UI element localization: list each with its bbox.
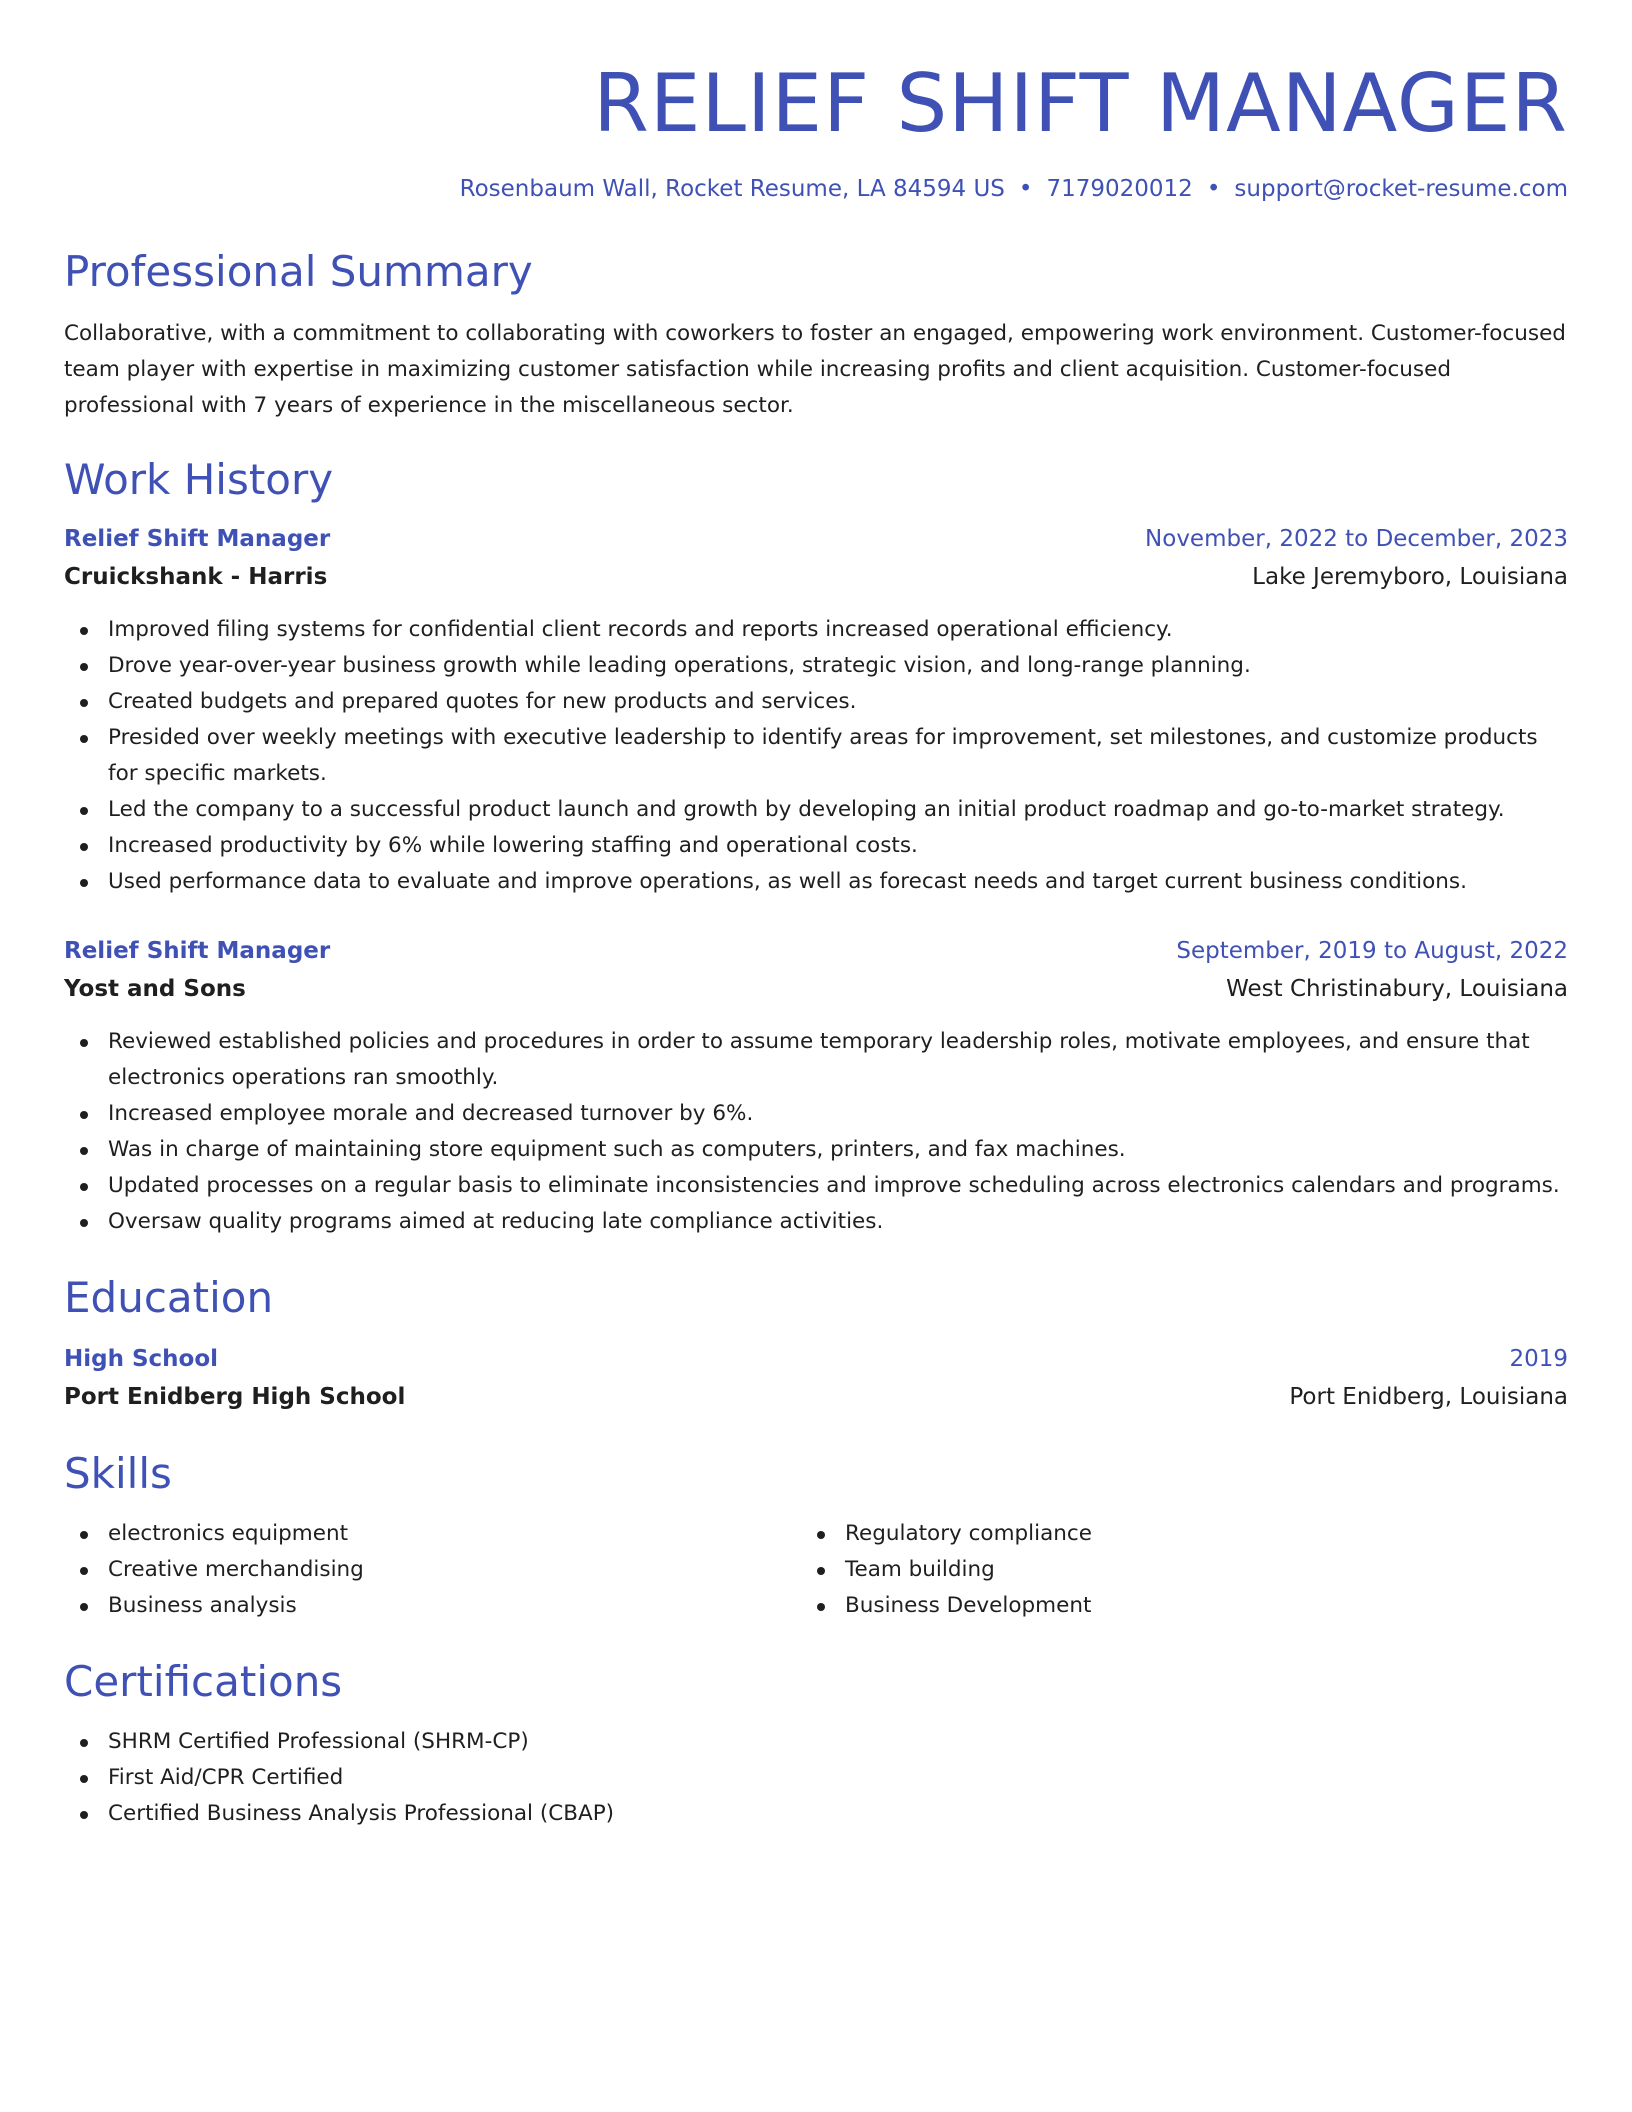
job-dates: September, 2019 to August, 2022 (1176, 938, 1568, 964)
list-item: Team building (801, 1552, 1538, 1588)
education-degree-row (64, 1340, 1568, 1378)
candidate-name: RELIEF SHIFT MANAGER (593, 57, 1568, 150)
contact-separator: • (1018, 176, 1033, 202)
job-location: Lake Jeremyboro, Louisiana (1252, 564, 1568, 590)
work-history-section (64, 454, 1568, 1240)
list-item: Oversaw quality programs aimed at reducing late compliance activities. (64, 1204, 1568, 1240)
list-item: Updated processes on a regular basis to eliminate inconsistencies and improve scheduling across electronics calendars and programs. (64, 1168, 1568, 1204)
job-title-row (64, 932, 1568, 970)
contact-email: support@rocket-resume.com (1234, 176, 1568, 202)
list-item: SHRM Certified Professional (SHRM-CP) (64, 1724, 1568, 1760)
education-section (64, 1272, 1568, 1416)
list-item: Created budgets and prepared quotes for new products and services. (64, 684, 1568, 720)
list-item: Regulatory compliance (801, 1516, 1538, 1552)
skills-column-left (64, 1510, 801, 1624)
job-employer: Cruickshank - Harris (64, 564, 328, 590)
job-title: Relief Shift Manager (64, 938, 331, 964)
list-item: Drove year-over-year business growth while leading operations, strategic vision, and long-range planning. (64, 648, 1568, 684)
job-location: West Christinabury, Louisiana (1226, 976, 1568, 1002)
education-location: Port Enidberg, Louisiana (1289, 1384, 1568, 1410)
job-dates: November, 2022 to December, 2023 (1145, 526, 1568, 552)
skills-section (64, 1448, 1568, 1624)
list-item: electronics equipment (64, 1516, 801, 1552)
job-employer: Yost and Sons (64, 976, 246, 1002)
job-title: Relief Shift Manager (64, 526, 331, 552)
list-item: Was in charge of maintaining store equipment such as computers, printers, and fax machines. (64, 1132, 1568, 1168)
job-employer-row (64, 558, 1568, 596)
list-item: Used performance data to evaluate and improve operations, as well as forecast needs and target current business conditions. (64, 864, 1568, 900)
certifications-list (64, 1724, 1568, 1832)
education-school: Port Enidberg High School (64, 1384, 406, 1410)
list-item: Creative merchandising (64, 1552, 801, 1588)
work-history-heading: Work History (64, 455, 334, 504)
job-entry (64, 932, 1568, 1240)
certifications-section (64, 1656, 1568, 1832)
skills-list-left (64, 1516, 801, 1624)
list-item: Increased employee morale and decreased turnover by 6%. (64, 1096, 1568, 1132)
contact-line (64, 172, 1568, 206)
list-item: Certified Business Analysis Professional (CBAP) (64, 1796, 1568, 1832)
list-item: Led the company to a successful product launch and growth by developing an initial product roadmap and go-to-market strategy. (64, 792, 1568, 828)
job-entry (64, 520, 1568, 900)
job-employer-row (64, 970, 1568, 1008)
job-bullet-list (64, 612, 1568, 900)
list-item: Presided over weekly meetings with executive leadership to identify areas for improvement, set milestones, and customize products for specific markets. (64, 720, 1568, 792)
list-item: Business analysis (64, 1588, 801, 1624)
skills-column-right (801, 1510, 1538, 1624)
summary-section (64, 246, 1568, 424)
summary-text: Collaborative, with a commitment to collaborating with coworkers to foster an engaged, empowering work environment. Customer-focused team player with expertise in maximizing customer satisfaction while increasing profits and client acquisition. Customer-focused professional with 7 years of experience in the miscellaneous sector. (64, 321, 1566, 418)
skills-grid (64, 1510, 1568, 1624)
list-item: Improved filing systems for confidential client records and reports increased operational efficiency. (64, 612, 1568, 648)
list-item: Business Development (801, 1588, 1538, 1624)
education-school-row (64, 1378, 1568, 1416)
list-item: Reviewed established policies and procedures in order to assume temporary leadership roles, motivate employees, and ensure that electronics operations ran smoothly. (64, 1024, 1568, 1096)
education-heading: Education (64, 1273, 274, 1322)
list-item: First Aid/CPR Certified (64, 1760, 1568, 1796)
job-bullet-list (64, 1024, 1568, 1240)
resume-header (64, 56, 1568, 206)
job-title-row (64, 520, 1568, 558)
skills-list-right (801, 1516, 1538, 1624)
education-year: 2019 (1509, 1346, 1568, 1372)
contact-address: Rosenbaum Wall, Rocket Resume, LA 84594 US (459, 176, 1005, 202)
skills-heading: Skills (64, 1449, 172, 1498)
education-degree: High School (64, 1346, 219, 1372)
contact-separator: • (1206, 176, 1221, 202)
list-item: Increased productivity by 6% while lowering staffing and operational costs. (64, 828, 1568, 864)
certifications-heading: Certifications (64, 1657, 343, 1706)
contact-phone: 7179020012 (1046, 176, 1193, 202)
summary-heading: Professional Summary (64, 247, 533, 296)
